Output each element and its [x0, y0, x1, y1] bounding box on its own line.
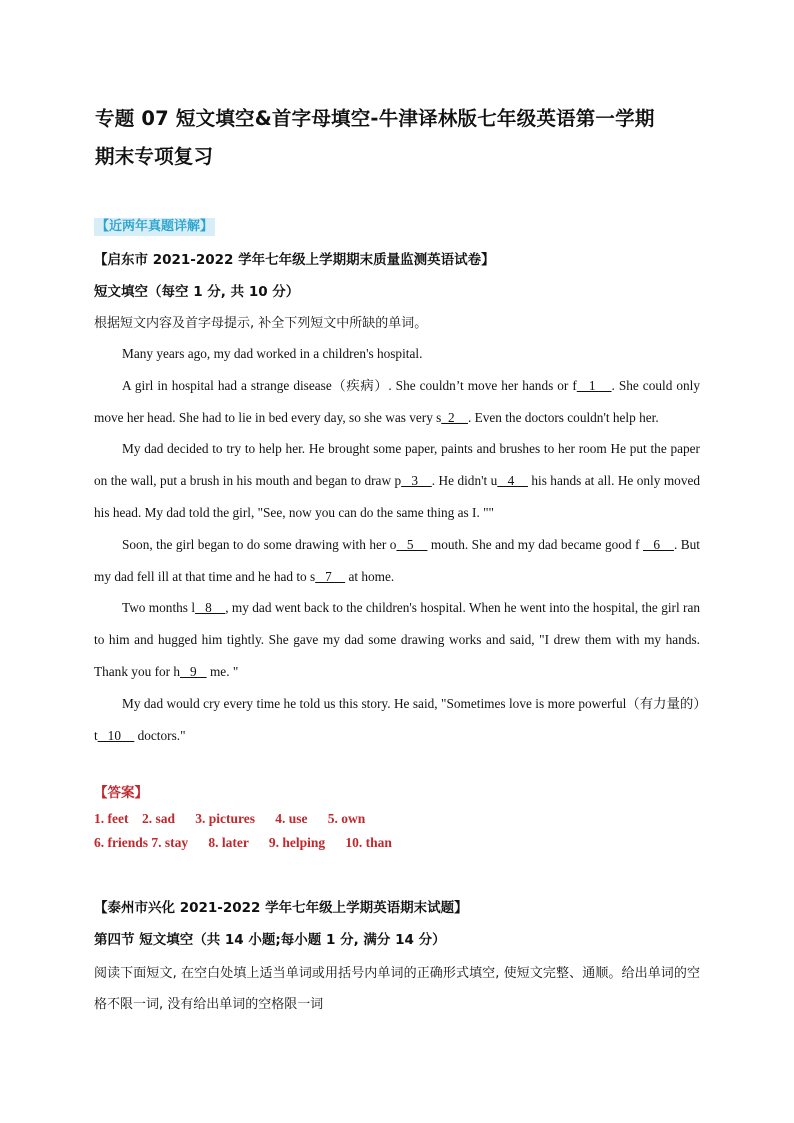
blank-2[interactable]: _2__ — [441, 409, 468, 425]
passage-paragraph-6: My dad would cry every time he told us this story. He said, "Sometimes love is more powerful（有力量的）t 10 doctors." — [94, 695, 700, 743]
blank-6[interactable]: 6 — [642, 536, 674, 552]
passage-paragraph-2: A girl in hospital had a strange disease（疾病）. She couldn’t move her hands or f 1 . She could only move her head. She had to lie in bed every day, so she was very s_2__. Even the doctors couldn't help her. — [94, 377, 700, 425]
exam2-instruction: 阅读下面短文, 在空白处填上适当单词或用括号内单词的正确形式填空, 使短文完整、通顺。给出单词的空格不限一词, 没有给出单词的空格限一词 — [94, 966, 700, 1012]
blank-5[interactable]: 5 — [396, 536, 428, 552]
exam1-section-title: 短文填空（每空 1 分, 共 10 分） — [94, 284, 300, 300]
exam1-instruction: 根据短文内容及首字母提示, 补全下列短文中所缺的单词。 — [94, 316, 428, 331]
passage-paragraph-3: My dad decided to try to help her. He brought some paper, paints and brushes to her room He put the paper on the wall, put a brush in his mouth and began to draw p 3 . He didn't u 4 his hands at all. He only moved his head. My dad told the girl, "See, now you can do the same thing as I. "" — [94, 441, 701, 520]
exam2-section-title: 第四节 短文填空（共 14 小题;每小题 1 分, 满分 14 分） — [94, 932, 446, 948]
blank-3[interactable]: 3 — [401, 473, 432, 489]
answer-label: 【答案】 — [94, 785, 148, 801]
blank-10[interactable]: 10 — [97, 727, 135, 743]
passage-paragraph-5: Two months l 8 , my dad went back to the children's hospital. When he went into the hospital, the girl ran to him and hugged him tightly. She gave my dad some drawing works and said, "I drew them with my hands. Thank you for h 9 me. " — [94, 600, 700, 679]
blank-7[interactable]: 7 — [315, 568, 346, 584]
exam1-header: 【启东市 2021-2022 学年七年级上学期期末质量监测英语试卷】 — [94, 252, 495, 268]
title-line-2: 期末专项复习 — [95, 145, 214, 168]
passage-paragraph-4: Soon, the girl began to do some drawing with her o 5 mouth. She and my dad became good f 6 . But my dad fell ill at that time and he had to s 7 at home. — [94, 536, 700, 584]
answer-line-2: 6. friends 7. stay 8. later 9. helping 10. than — [94, 835, 392, 850]
blank-4[interactable]: 4 — [497, 473, 528, 489]
blank-9[interactable]: 9 — [180, 663, 207, 679]
section-tag: 【近两年真题详解】 — [96, 219, 214, 234]
title-line-1: 专题 07 短文填空&首字母填空-牛津译林版七年级英语第一学期 — [95, 107, 655, 130]
blank-1[interactable]: 1 — [576, 377, 612, 393]
exam1-passage — [94, 338, 700, 751]
exam2-header: 【泰州市兴化 2021-2022 学年七年级上学期英语期末试题】 — [94, 900, 468, 916]
answer-line-1: 1. feet 2. sad 3. pictures 4. use 5. own — [94, 811, 366, 826]
passage-paragraph-1: Many years ago, my dad worked in a children's hospital. — [122, 346, 423, 361]
blank-8[interactable]: 8 — [195, 600, 226, 616]
document-title — [95, 100, 710, 176]
